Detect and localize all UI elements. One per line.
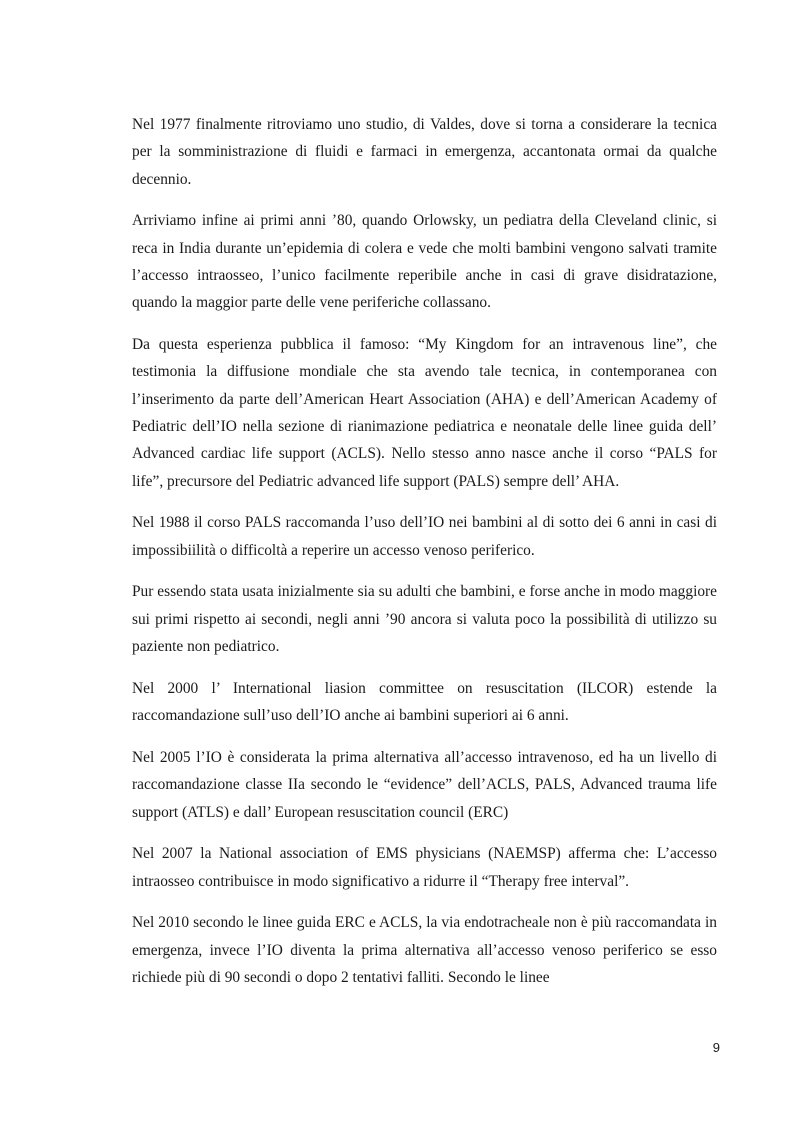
page-number: 9	[712, 1040, 720, 1055]
paragraph-7: Nel 2005 l’IO è considerata la prima alternativa all’accesso intravenoso, ed ha un livello di raccomandazione classe IIa secondo le “evidence” dell’ACLS, PALS, Advanced trauma life support (ATLS) e dall’ European resuscitation council (ERC)	[132, 748, 717, 821]
paragraph-1: Nel 1977 finalmente ritroviamo uno studio, di Valdes, dove si torna a considerare la tecnica per la somministrazione di fluidi e farmaci in emergenza, accantonata ormai da qualche decennio.	[132, 116, 717, 188]
paragraph-4: Nel 1988 il corso PALS raccomanda l’uso dell’IO nei bambini al di sotto dei 6 anni in casi di impossibiilità o difficoltà a reperire un accesso venoso periferico.	[132, 514, 717, 559]
paragraph-6: Nel 2000 l’ International liasion committee on resuscitation (ILCOR) estende la raccomandazione sull’uso dell’IO anche ai bambini superiori ai 6 anni.	[132, 679, 717, 725]
paragraph-9: Nel 2010 secondo le linee guida ERC e ACLS, la via endotracheale non è più raccomandata in emergenza, invece l’IO diventa la prima alternativa all’accesso venoso periferico se esso richiede più di 90 secondi o dopo 2 tentativi falliti. Secondo le linee	[132, 914, 717, 987]
paragraph-3: Da questa esperienza pubblica il famoso: “My Kingdom for an intravenous line”, che testimonia la diffusione mondiale che sta avendo tale tecnica, in contemporanea con l’inserimento da parte dell’American Heart Association (AHA) e dell’American Academy of Pediatric dell’IO nella sezione di rianimazione pediatrica e neonatale delle linee guida dell’ Advanced cardiac life support (ACLS). Nello stesso anno nasce anche il corso “PALS for life”, precursore del Pediatric advanced life support (PALS) sempre dell’ AHA.	[132, 336, 717, 490]
paragraph-8: Nel 2007 la National association of EMS physicians (NAEMSP) afferma che: L’accesso intraosseo contribuisce in modo significativo a ridurre il “Therapy free interval”.	[132, 845, 717, 890]
body-text	[132, 111, 717, 1006]
paragraph-2: Arriviamo infine ai primi anni ’80, quando Orlowsky, un pediatra della Cleveland clinic, si reca in India durante un’epidemia di colera e vede che molti bambini vengono salvati tramite l’accesso intraosseo, l’unico facilmente reperibile anche in casi di grave disidratazione, quando la maggior parte delle vene periferiche collassano.	[132, 212, 717, 312]
paragraph-5: Pur essendo stata usata inizialmente sia su adulti che bambini, e forse anche in modo maggiore sui primi rispetto ai secondi, negli anni ’90 ancora si valuta poco la possibilità di utilizzo su paziente non pediatrico.	[132, 583, 717, 656]
